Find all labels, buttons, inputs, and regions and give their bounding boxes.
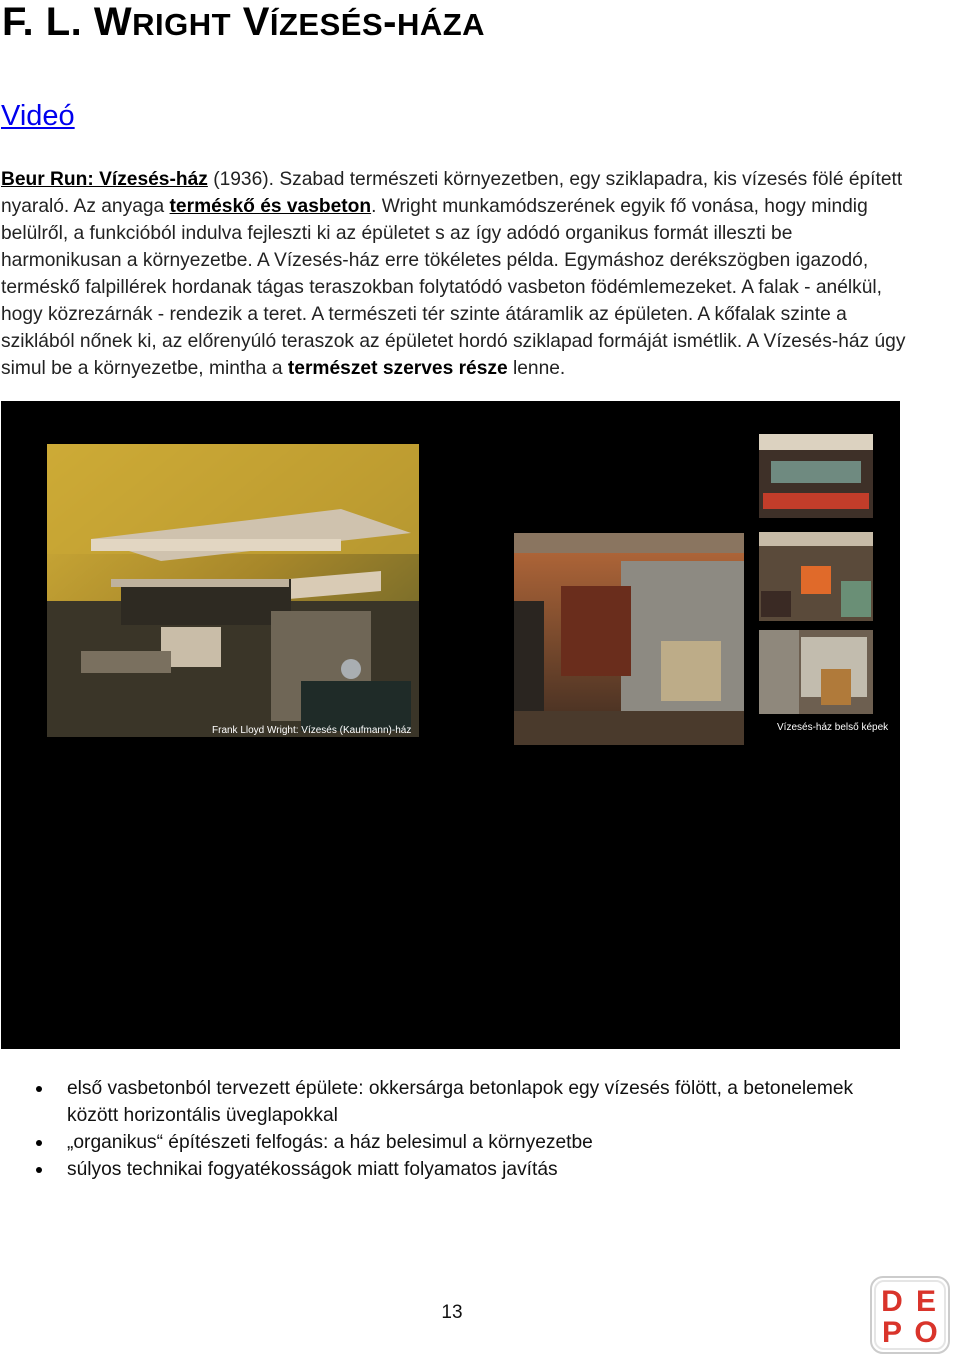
feature-list bbox=[0, 1075, 860, 1183]
interior-photo-living-room bbox=[759, 434, 873, 518]
interior-photo-fireplace-small bbox=[759, 532, 873, 621]
figure-caption-right: Vízesés-ház belső képek bbox=[777, 722, 889, 733]
svg-text:E: E bbox=[915, 1285, 937, 1318]
interior-photo-fireplace bbox=[514, 533, 744, 745]
interior-photo-chair bbox=[759, 630, 873, 714]
page-number: 13 bbox=[441, 1302, 463, 1323]
fallingwater-photo-collage bbox=[1, 401, 900, 1049]
list-item: súlyos technikai fogyatékosságok miatt folyamatos javítás bbox=[0, 1156, 860, 1183]
house-name-link: Beur Run: Vízesés-ház bbox=[1, 169, 208, 190]
video-link[interactable]: Videó bbox=[1, 100, 75, 132]
page-title: F. L. WRIGHT VÍZESÉS-HÁZA bbox=[2, 0, 486, 44]
description-paragraph: Beur Run: Vízesés-ház (1936). Szabad természeti környezetben, egy sziklapadra, kis vízesés fölé épített nyaraló. Az anyaga terméskő és vasbeton. Wright munkamódszerének egyik fő vonása, hogy mindig belülről, a funkcióból indulva fejleszti ki az épületet s az így adódó organikus formát illeszti be harmonikusan a környezetbe. A Vízesés-ház erre tökéletes példa. Egymáshoz derékszögben igazodó, terméskő falpillérek hordanak tágas teraszokban folytatódó vasbeton födémlemezeket. A falak - anélkül, hogy közrezárnák - rendezik a teret. A természeti tér szinte átáramlik az épületen. A kőfalak szinte a sziklából nőnek ki, az előrenyúló teraszok az épületet hordó sziklapad formáját ismétlik. A Vízesés-ház úgy simul be a környezetbe, mintha a természet szerves része lenne. bbox=[1, 169, 906, 379]
svg-text:O: O bbox=[914, 1316, 938, 1349]
depo-logo bbox=[870, 1276, 950, 1354]
svg-text:D: D bbox=[881, 1285, 903, 1318]
materials-highlight: terméskő és vasbeton bbox=[169, 196, 372, 217]
nature-part-highlight: természet szerves része bbox=[287, 358, 508, 379]
list-item: „organikus“ építészeti felfogás: a ház belesimul a környezetbe bbox=[0, 1129, 860, 1156]
svg-text:P: P bbox=[881, 1316, 903, 1349]
figure-caption-left: Frank Lloyd Wright: Vízesés (Kaufmann)-ház bbox=[212, 725, 412, 736]
exterior-photo bbox=[47, 444, 419, 737]
list-item: első vasbetonból tervezett épülete: okkersárga betonlapok egy vízesés fölött, a betonelemek között horizontális üveglapokkal bbox=[0, 1075, 860, 1129]
